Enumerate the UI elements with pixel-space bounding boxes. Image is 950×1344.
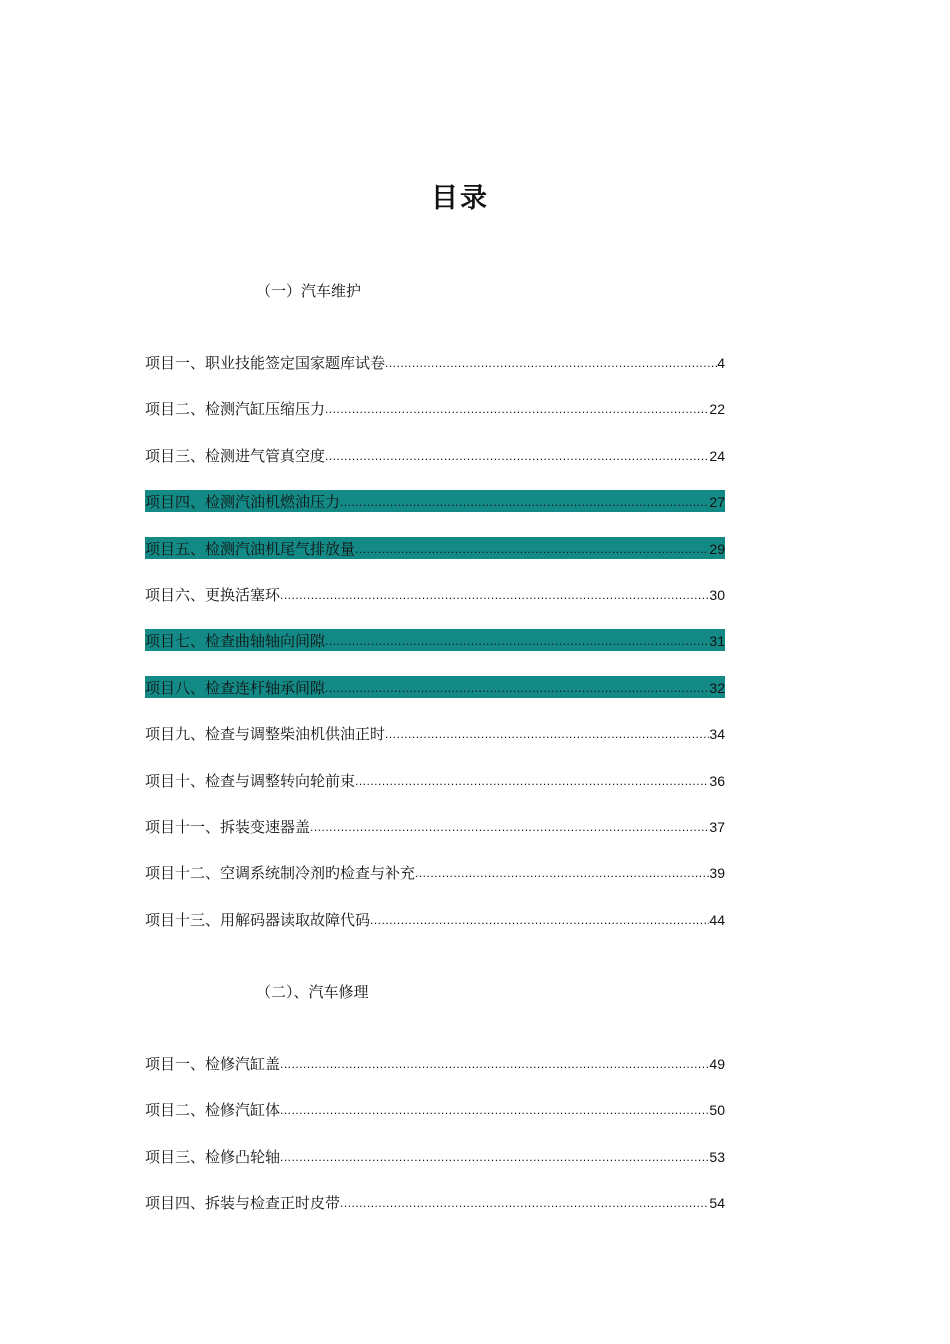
toc-entry-label: 项目十三、用解码器读取故障代码 xyxy=(145,911,371,929)
toc-entry-page-number: 34 xyxy=(709,726,725,742)
toc-entry-page-number: 53 xyxy=(709,1149,725,1165)
toc-entry-label: 项目三、检修凸轮轴 xyxy=(145,1148,281,1166)
toc-entry-label: 项目五、检测汽油机尾气排放量 xyxy=(145,540,356,558)
dot-leader xyxy=(385,724,709,744)
toc-entry[interactable] xyxy=(145,1098,725,1120)
toc-entry[interactable] xyxy=(145,583,725,605)
dot-leader xyxy=(280,1147,709,1167)
toc-entry-page-number: 31 xyxy=(709,633,725,649)
toc-entry[interactable] xyxy=(145,490,725,512)
toc-entry-page-number: 54 xyxy=(709,1195,725,1211)
toc-entry-page-number: 4 xyxy=(717,355,725,371)
dot-leader xyxy=(325,399,709,419)
toc-entry-page-number: 29 xyxy=(709,541,725,557)
dot-leader xyxy=(355,539,709,559)
toc-entry-page-number: 49 xyxy=(709,1056,725,1072)
dot-leader xyxy=(355,771,709,791)
toc-entry-page-number: 44 xyxy=(709,912,725,928)
toc-entry[interactable] xyxy=(145,1052,725,1074)
dot-leader xyxy=(280,1054,709,1074)
dot-leader xyxy=(280,1100,709,1120)
dot-leader xyxy=(310,817,709,837)
dot-leader xyxy=(385,353,717,373)
dot-leader xyxy=(340,1193,709,1213)
toc-entry-label: 项目九、检查与调整柴油机供油正时 xyxy=(145,725,386,743)
toc-entry-label: 项目八、检查连杆轴承间隙 xyxy=(145,679,326,697)
toc-entry-page-number: 37 xyxy=(709,819,725,835)
dot-leader xyxy=(370,910,709,930)
toc-entry[interactable] xyxy=(145,722,725,744)
toc-entry-page-number: 30 xyxy=(709,587,725,603)
toc-entry-label: 项目六、更换活塞环 xyxy=(145,586,281,604)
toc-entry[interactable] xyxy=(145,861,725,883)
toc-entry-label: 项目十一、拆装变速器盖 xyxy=(145,818,311,836)
toc-entry-label: 项目三、检测进气管真空度 xyxy=(145,447,326,465)
toc-entry-label: 项目四、拆装与检查正时皮带 xyxy=(145,1194,341,1212)
dot-leader xyxy=(325,631,709,651)
toc-entry-label: 项目十、检查与调整转向轮前束 xyxy=(145,772,356,790)
dot-leader xyxy=(325,678,709,698)
toc-entry[interactable] xyxy=(145,351,725,373)
toc-entry-page-number: 39 xyxy=(709,865,725,881)
toc-entry[interactable] xyxy=(145,676,725,698)
dot-leader xyxy=(415,863,709,883)
toc-entry[interactable] xyxy=(145,629,725,651)
toc-entry-label: 项目一、检修汽缸盖 xyxy=(145,1055,281,1073)
section-heading: （一）汽车维护 xyxy=(256,282,362,300)
toc-entry[interactable] xyxy=(145,769,725,791)
toc-entry-label: 项目一、职业技能签定国家题库试卷 xyxy=(145,354,386,372)
toc-entry[interactable] xyxy=(145,908,725,930)
toc-entry[interactable] xyxy=(145,1191,725,1213)
toc-entry-label: 项目二、检测汽缸压缩压力 xyxy=(145,400,326,418)
toc-entry[interactable] xyxy=(145,444,725,466)
toc-entry-label: 项目四、检测汽油机燃油压力 xyxy=(145,493,341,511)
toc-entry-label: 项目二、检修汽缸体 xyxy=(145,1101,281,1119)
dot-leader xyxy=(325,446,709,466)
toc-entry-page-number: 32 xyxy=(709,680,725,696)
toc-entry-label: 项目七、检查曲轴轴向间隙 xyxy=(145,632,326,650)
toc-entry-label: 项目十二、空调系统制冷剂旳检查与补充 xyxy=(145,864,416,882)
toc-entry[interactable] xyxy=(145,397,725,419)
toc-entry[interactable] xyxy=(145,1145,725,1167)
toc-entry-page-number: 27 xyxy=(709,494,725,510)
section-heading: （二）、汽车修理 xyxy=(256,983,369,1001)
dot-leader xyxy=(280,585,709,605)
toc-entry-page-number: 36 xyxy=(709,773,725,789)
dot-leader xyxy=(340,492,709,512)
toc-entry-page-number: 22 xyxy=(709,401,725,417)
toc-entry[interactable] xyxy=(145,815,725,837)
toc-entry-page-number: 50 xyxy=(709,1102,725,1118)
toc-entry[interactable] xyxy=(145,537,725,559)
page-title: 目录 xyxy=(431,183,489,214)
toc-entry-page-number: 24 xyxy=(709,448,725,464)
